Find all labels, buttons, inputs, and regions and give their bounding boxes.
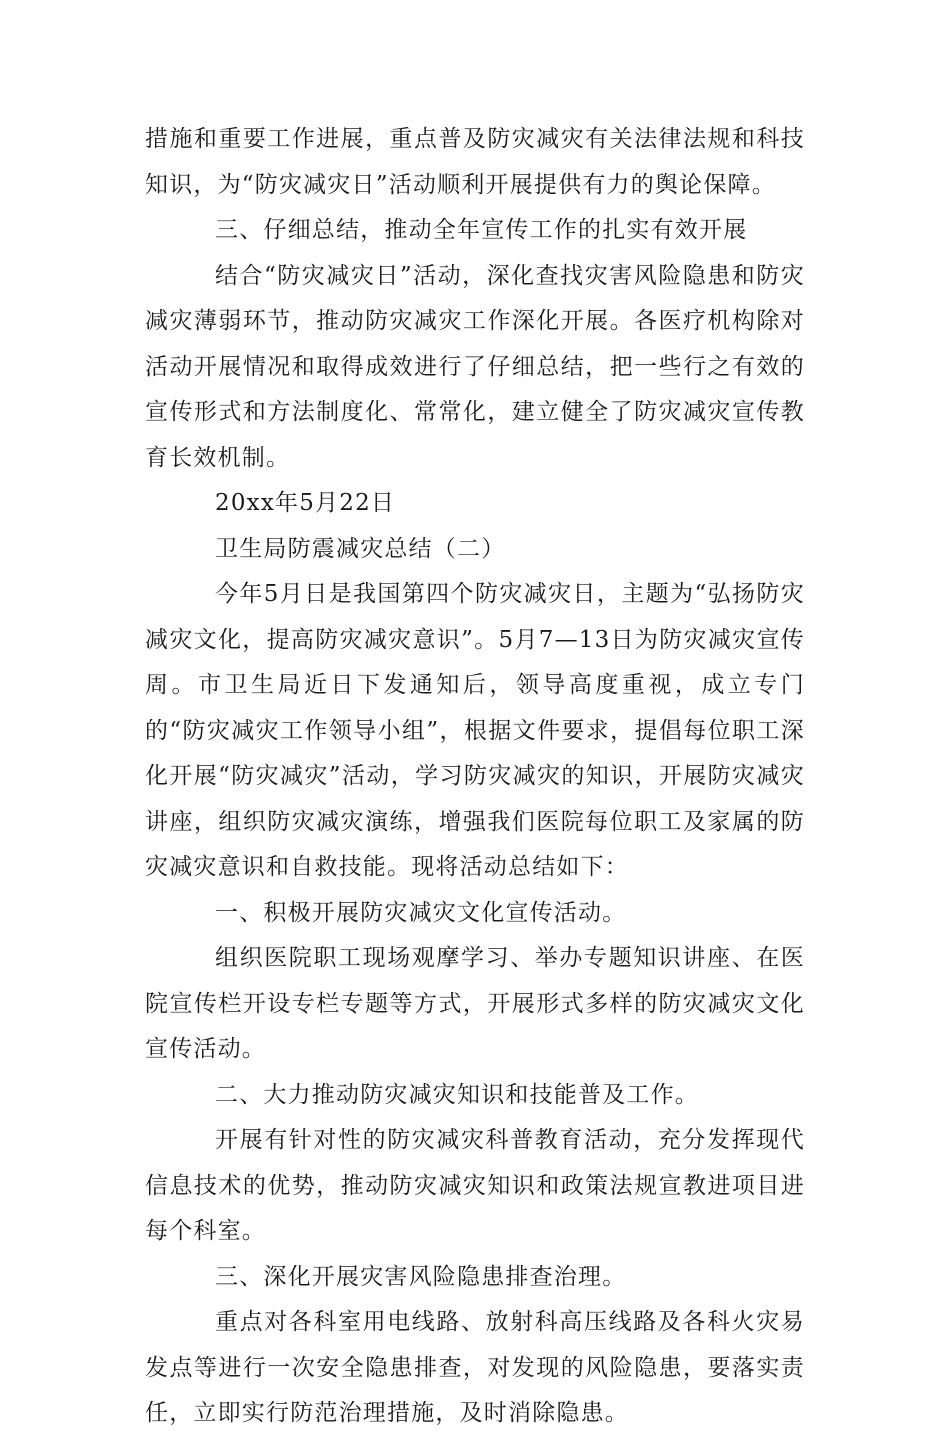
date-line: 20xx年5月22日 [215,490,396,516]
section-heading-3b: 三、深化开展灾害风险隐患排查治理。 [215,1263,627,1290]
section-heading-3: 三、仔细总结，推动全年宣传工作的扎实有效开展 [215,217,748,243]
paragraph: 今年5月日是我国第四个防灾减灾日，主题为“弘扬防灾减灾文化，提高防灾减灾意识”。5月7—13日为防灾减灾宣传周。市卫生局近日下发通知后，领导高度重视，成立专门的“防灾减灾工作领导小组”，根据文件要求，提倡每位职工深化开展“防灾减灾”活动，学习防灾减灾的知识，开展防灾减灾讲座，组织防灾减灾演练，增强我们医院每位职工及家属的防灾减灾意识和自救技能。现将活动总结如下： [145,581,805,880]
document-title-2: 卫生局防震减灾总结（二） [215,535,506,562]
paragraph: 结合“防灾减灾日”活动，深化查找灾害风险隐患和防灾减灾薄弱环节，推动防灾减灾工作深化开展。各医疗机构除对活动开展情况和取得成效进行了仔细总结，把一些行之有效的宣传形式和方法制度化、常常化，建立健全了防灾减灾宣传教育长效机制。 [145,262,805,471]
document-body [145,117,805,1437]
section-heading-1: 一、积极开展防灾减灾文化宣传活动。 [215,899,627,926]
paragraph: 组织医院职工现场观摩学习、举办专题知识讲座、在医院宣传栏开设专栏专题等方式，开展形式多样的防灾减灾文化宣传活动。 [145,945,805,1062]
paragraph: 开展有针对性的防灾减灾科普教育活动，充分发挥现代信息技术的优势，推动防灾减灾知识和政策法规宣教进项目进每个科室。 [145,1127,805,1244]
paragraph: 重点对各科室用电线路、放射科高压线路及各科火灾易发点等进行一次安全隐患排查，对发现的风险隐患，要落实责任，立即实行防范治理措施，及时消除隐患。 [145,1309,805,1426]
section-heading-2: 二、大力推动防灾减灾知识和技能普及工作。 [215,1081,699,1108]
paragraph-continuation: 措施和重要工作进展，重点普及防灾减灾有关法律法规和科技知识，为“防灾减灾日”活动顺利开展提供有力的舆论保障。 [145,126,805,198]
